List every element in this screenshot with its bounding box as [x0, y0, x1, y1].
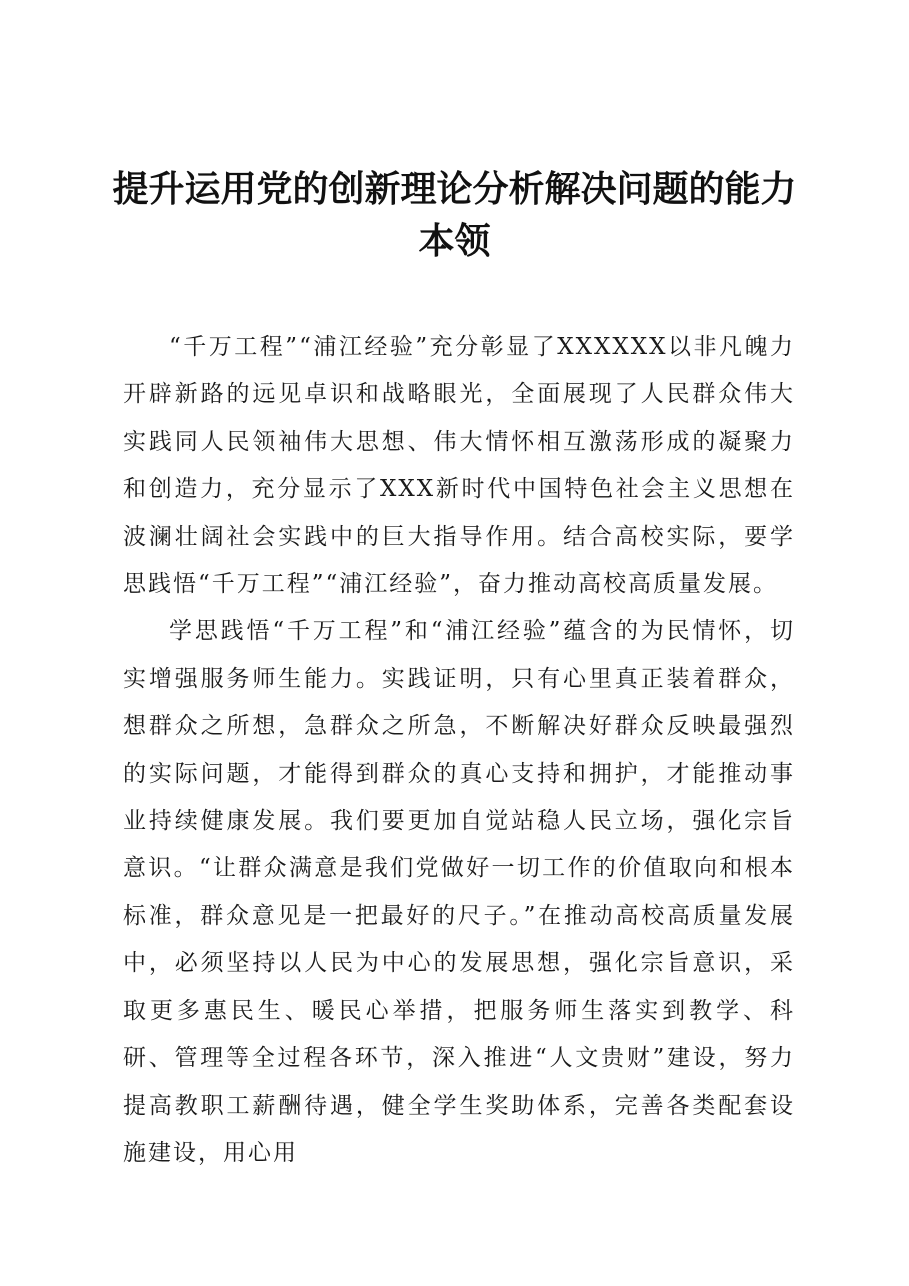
document-title: 提升运用党的创新理论分析解决问题的能力本领 — [112, 168, 797, 262]
paragraph-2: 学思践悟“千万工程”和“浦江经验”蕴含的为民情怀，切实增强服务师生能力。实践证明，只有心里真正装着群众，想群众之所想，急群众之所急，不断解决好群众反映最强烈的实际问题，才能得到群众的真心支持和拥护，才能推动事业持续健康发展。我们要更加自觉站稳人民立场，强化宗旨意识。“让群众满意是我们党做好一切工作的价值取向和根本标准，群众意见是一把最好的尺子。”在推动高校高质量发展中，必须坚持以人民为中心的发展思想，强化宗旨意识，采取更多惠民生、暖民心举措，把服务师生落实到教学、科研、管理等全过程各环节，深入推进“人文贵财”建设，努力提高教职工薪酬待遇，健全学生奖助体系，完善各类配套设施建设，用心用 — [123, 618, 795, 1166]
paragraph-1: “千万工程”“浦江经验”充分彰显了XXXXXX以非凡魄力开辟新路的远见卓识和战略眼光，全面展现了人民群众伟大实践同人民领袖伟大思想、伟大情怀相互激荡形成的凝聚力和创造力，充分显示了XXX新时代中国特色社会主义思想在波澜壮阔社会实践中的巨大指导作用。结合高校实际，要学思践悟“千万工程”“浦江经验”，奋力推动高校高质量发展。 — [123, 334, 795, 598]
document-body — [123, 324, 795, 1177]
